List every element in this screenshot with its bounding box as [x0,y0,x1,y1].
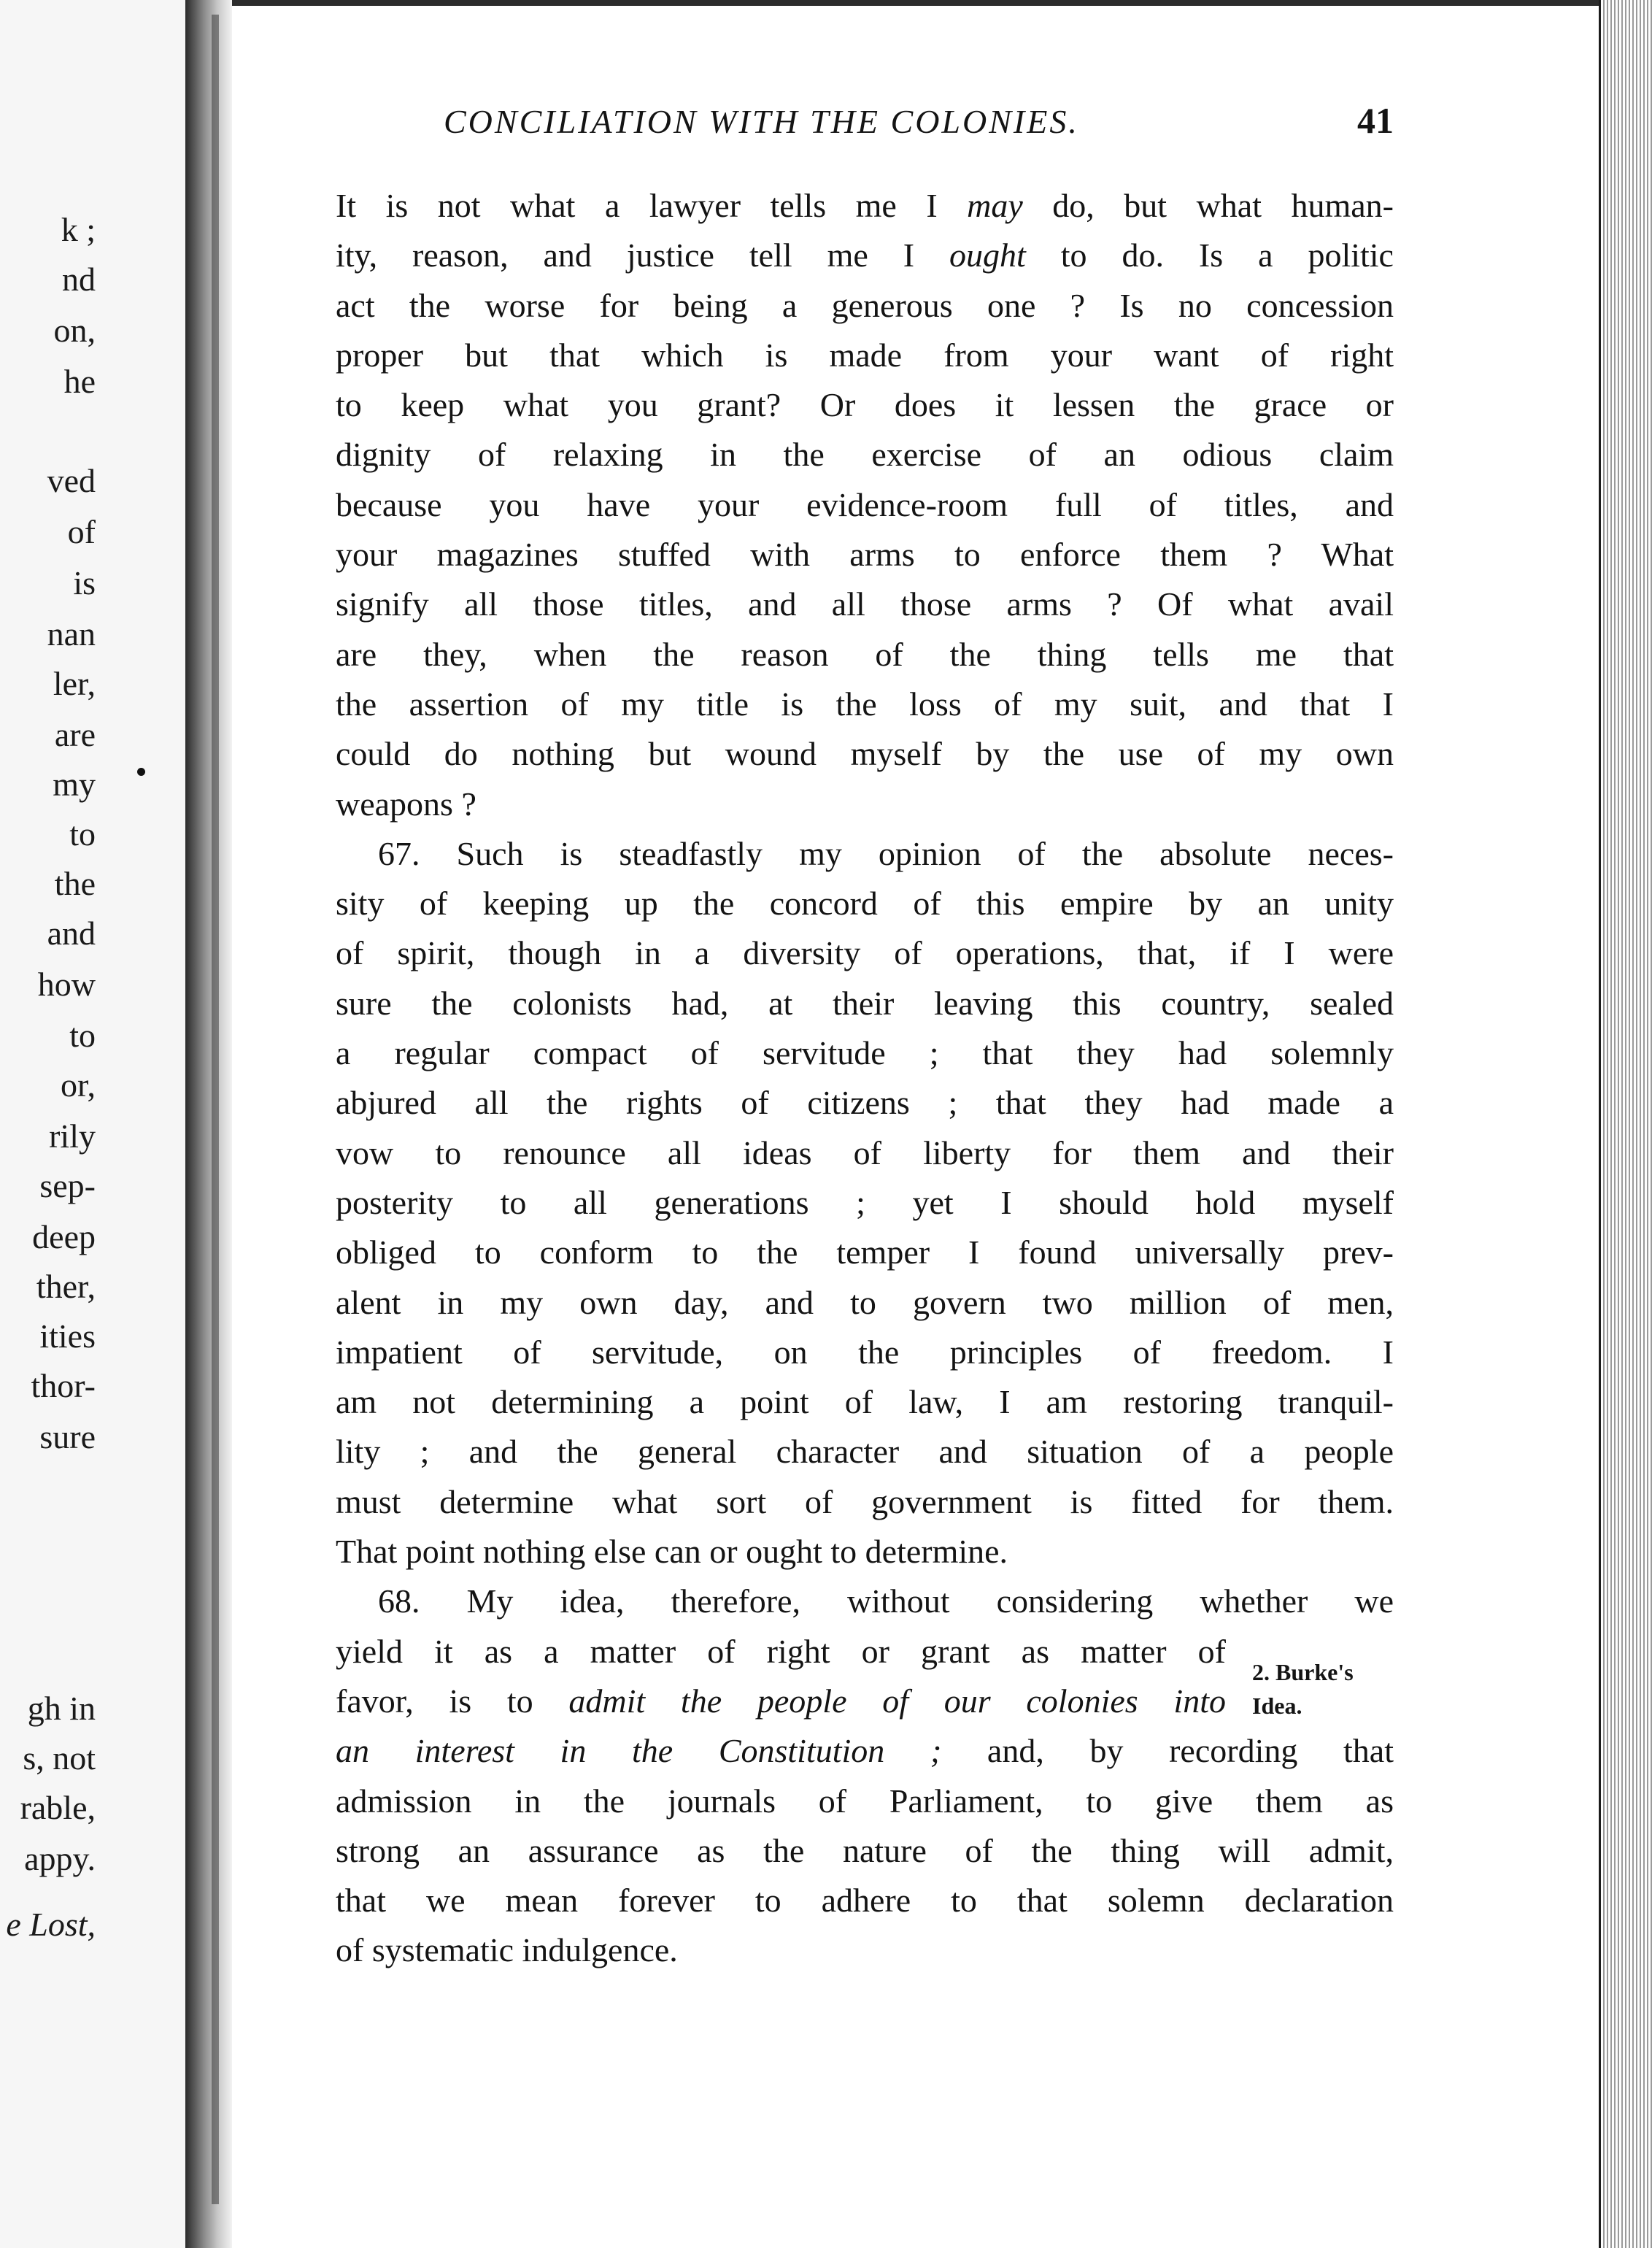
text-line: abjured all the rights of citizens ; that they had made a [336,1084,1394,1122]
left-fragment: sure [39,1418,96,1455]
paragraph-67-start: 67. Such is steadfastly my opinion of the absolute neces- [378,834,1394,872]
margin-note [1252,1655,1354,1722]
left-fragment: are [54,716,96,753]
left-fragment: to [69,815,96,852]
left-fragment: thor- [31,1367,96,1404]
left-fragment: my [53,766,96,803]
text-line: the assertion of my title is the loss of my suit, and that I [336,685,1394,723]
text-line: dignity of relaxing in the exercise of an odious claim [336,436,1394,474]
text-line: It is not what a lawyer tells me I may do, but what human- [336,187,1394,224]
left-fragment: appy. [24,1840,96,1877]
text-line: an interest in the Constitution ; and, by recording that [336,1732,1394,1770]
text-line: to keep what you grant? Or does it lessen the grace or [336,386,1394,424]
text-line: act the worse for being a generous one ? Is no concession [336,286,1394,324]
left-fragment: ities [39,1317,96,1355]
text-line: alent in my own day, and to govern two million of men, [336,1283,1394,1321]
text-line: proper but that which is made from your want of right [336,336,1394,374]
text-line: obliged to conform to the temper I found universally prev- [336,1233,1394,1271]
left-fragment: ved [47,462,96,499]
left-fragment: rable, [20,1789,96,1826]
text-line: of systematic indulgence. [336,1931,678,1969]
left-fragment: k ; [61,211,96,248]
text-line: yield it as a matter of right or grant as matter of [336,1632,1226,1670]
text-line: because you have your evidence-room full of titles, and [336,485,1394,523]
left-fragment: ler, [53,665,96,702]
margin-note-title: 2. Burke's [1252,1659,1354,1685]
text-line: are they, when the reason of the thing tells me that [336,635,1394,673]
text-line: favor, is to admit the people of our colonies into [336,1682,1226,1720]
text-line: your magazines stuffed with arms to enforce them ? What [336,536,1394,574]
body-text [336,181,1394,1976]
text-line: sure the colonists had, at their leaving this country, sealed [336,984,1394,1022]
binding-shadow [212,15,219,2204]
page-top-edge [232,0,1604,6]
text-line: could do nothing but wound myself by the use of my own [336,735,1394,773]
left-fragment: on, [53,312,96,349]
page-number: 41 [1357,100,1394,141]
text-line: sity of keeping up the concord of this empire by an unity [336,885,1394,923]
book-gutter [185,0,232,2248]
left-fragment: sep- [39,1167,96,1204]
left-fragment: nan [47,615,96,653]
left-fragment: deep [32,1218,96,1255]
text-line: weapons ? [336,785,476,823]
left-fragment: rily [49,1117,96,1155]
text-line: That point nothing else can or ought to determine. [336,1533,1008,1571]
text-line: lity ; and the general character and situation of a people [336,1433,1394,1471]
left-fragment: the [54,865,96,902]
text-line: posterity to all generations ; yet I should hold myself [336,1183,1394,1221]
text-line: signify all those titles, and all those arms ? Of what avail [336,585,1394,623]
text-line: of spirit, though in a diversity of operations, that, if I were [336,934,1394,972]
running-header [336,102,1394,153]
left-fragment: gh in [27,1690,96,1727]
book-page [336,100,1430,1969]
margin-note-subtitle: Idea. [1252,1693,1302,1719]
text-line: admission in the journals of Parliament, to give them as [336,1782,1394,1820]
left-fragment: he [63,363,96,400]
running-title: CONCILIATION WITH THE COLONIES. [444,103,1079,140]
text-line: am not determining a point of law, I am restoring tranquil- [336,1383,1394,1421]
left-fragment: and [47,915,96,952]
text-line: ity, reason, and justice tell me I ought to do. Is a politic [336,236,1394,274]
left-fragment: of [67,513,96,550]
text-line: impatient of servitude, on the principles of freedom. I [336,1333,1394,1371]
text-line: strong an assurance as the nature of the thing will admit, [336,1831,1394,1869]
left-fragment: is [73,564,96,601]
left-fragment: nd [62,261,96,298]
ink-speck [137,768,145,776]
text-line: must determine what sort of government is fitted for them. [336,1482,1394,1520]
page-edges [1599,0,1652,2248]
text-line: that we mean forever to adhere to that solemn declaration [336,1882,1394,1920]
left-facing-page [0,0,186,2248]
text-line: vow to renounce all ideas of liberty for them and their [336,1133,1394,1171]
left-fragment: ther, [36,1268,96,1305]
left-fragment: to [69,1017,96,1054]
left-fragment: e Lost, [6,1906,96,1943]
text-line: a regular compact of servitude ; that they had solemnly [336,1034,1394,1072]
left-fragment: how [37,966,96,1003]
left-fragment: s, not [23,1739,96,1777]
left-fragment: or, [61,1066,96,1104]
paragraph-68-start: 68. My idea, therefore, without considering whether we [378,1582,1394,1620]
